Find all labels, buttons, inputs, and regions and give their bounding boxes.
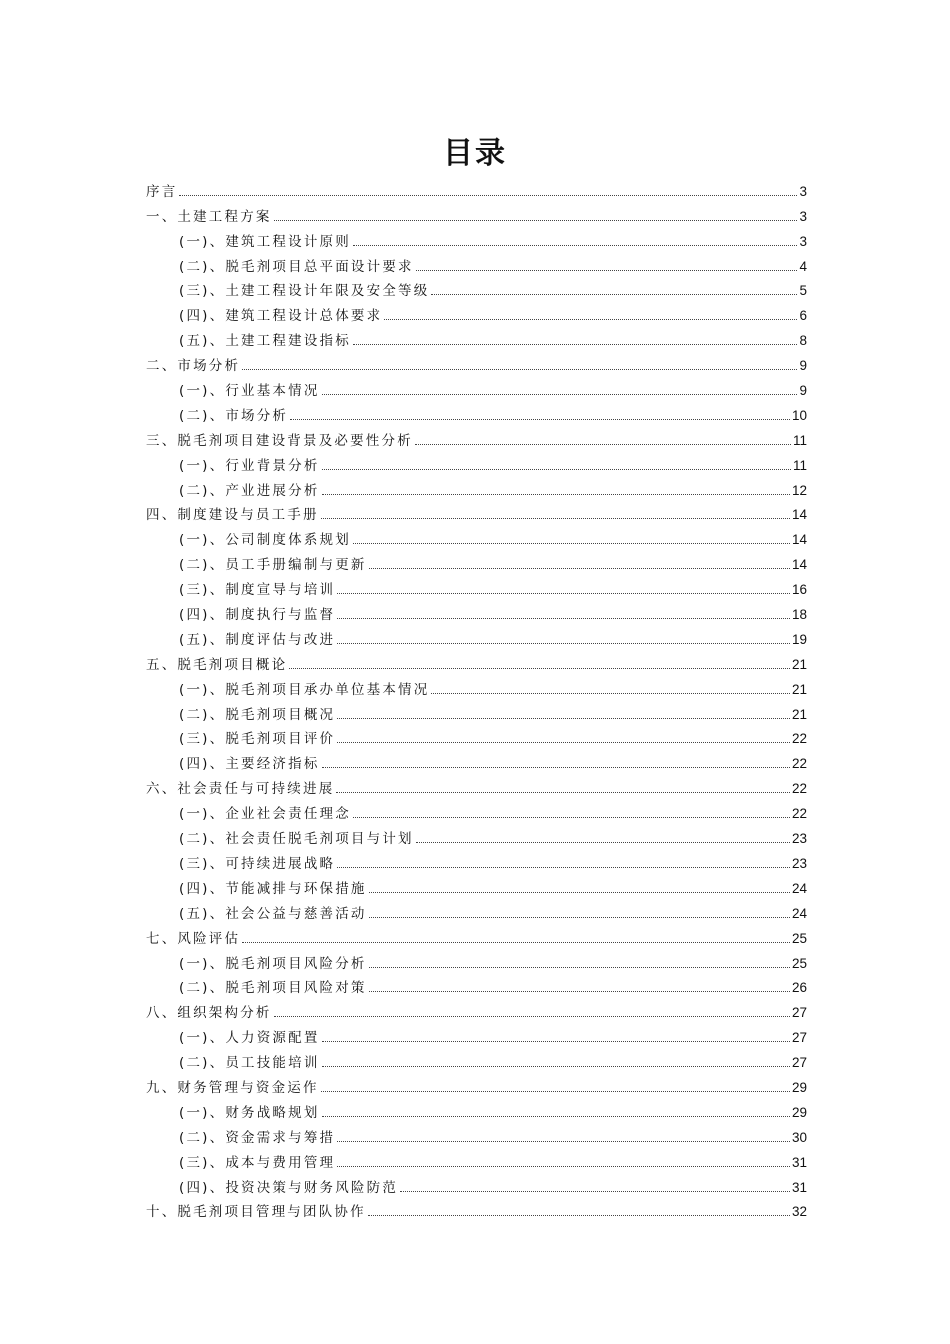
toc-entry-page-number: 16 <box>791 582 807 598</box>
dot-leader <box>274 220 798 221</box>
toc-entry-page-number: 22 <box>791 806 807 822</box>
toc-entry[interactable] <box>146 573 807 598</box>
toc-entry[interactable] <box>146 523 807 548</box>
toc-entry[interactable] <box>146 548 807 573</box>
toc-entry-label: (一)、人力资源配置 <box>179 1030 320 1047</box>
toc-entry[interactable] <box>146 972 807 997</box>
toc-entry-page-number: 11 <box>792 432 807 448</box>
toc-entry[interactable] <box>146 872 807 897</box>
toc-entry[interactable] <box>146 623 807 648</box>
dot-leader <box>400 1191 790 1192</box>
toc-entry-label: (五)、社会公益与慈善活动 <box>179 905 367 922</box>
toc-entry-label: (四)、建筑工程设计总体要求 <box>179 308 383 325</box>
toc-entry[interactable] <box>146 250 807 275</box>
toc-entry-page-number: 24 <box>791 905 807 921</box>
dot-leader <box>369 568 790 569</box>
toc-entry[interactable] <box>146 374 807 399</box>
toc-entry[interactable] <box>146 299 807 324</box>
toc-entry-page-number: 12 <box>791 482 807 498</box>
toc-entry[interactable] <box>146 1096 807 1121</box>
toc-entry-page-number: 22 <box>791 756 807 772</box>
dot-leader <box>337 593 790 594</box>
toc-entry-label: 序言 <box>146 183 178 200</box>
dot-leader <box>368 1215 790 1216</box>
toc-entry[interactable] <box>146 1196 807 1221</box>
dot-leader <box>431 294 797 295</box>
dot-leader <box>322 1041 790 1042</box>
toc-entry-page-number: 24 <box>791 880 807 896</box>
toc-entry[interactable] <box>146 996 807 1021</box>
toc-entry-label: (二)、市场分析 <box>179 407 289 424</box>
toc-entry[interactable] <box>146 1071 807 1096</box>
toc-entry-label: (一)、建筑工程设计原则 <box>179 233 351 250</box>
toc-entry-page-number: 23 <box>791 831 807 847</box>
toc-entry-label: (一)、行业基本情况 <box>179 383 320 400</box>
dot-leader <box>337 643 790 644</box>
toc-entry-page-number: 14 <box>791 532 807 548</box>
dot-leader <box>289 668 790 669</box>
toc-entry-page-number: 18 <box>791 607 807 623</box>
toc-entry[interactable] <box>146 847 807 872</box>
toc-entry[interactable] <box>146 1046 807 1071</box>
toc-entry-label: (一)、财务战略规划 <box>179 1104 320 1121</box>
toc-entry[interactable] <box>146 324 807 349</box>
toc-entry[interactable] <box>146 499 807 524</box>
toc-entry[interactable] <box>146 175 807 200</box>
toc-entry-label: (二)、产业进展分析 <box>179 482 320 499</box>
toc-entry-label: (一)、行业背景分析 <box>179 457 320 474</box>
toc-entry-page-number: 5 <box>799 283 807 299</box>
dot-leader <box>179 195 797 196</box>
dot-leader <box>290 419 790 420</box>
dot-leader <box>384 319 797 320</box>
dot-leader <box>353 344 798 345</box>
toc-entry-label: 七、风险评估 <box>146 930 241 947</box>
toc-entry[interactable] <box>146 1171 807 1196</box>
toc-entry-page-number: 9 <box>799 383 807 399</box>
toc-entry-page-number: 11 <box>792 457 807 473</box>
dot-leader <box>353 817 790 818</box>
toc-entry[interactable] <box>146 474 807 499</box>
toc-entry-page-number: 30 <box>791 1129 807 1145</box>
toc-entry[interactable] <box>146 1146 807 1171</box>
dot-leader <box>337 1141 790 1142</box>
toc-entry-label: (二)、员工技能培训 <box>179 1055 320 1072</box>
toc-entry-page-number: 8 <box>799 333 807 349</box>
toc-entry-label: (一)、脱毛剂项目风险分析 <box>179 955 367 972</box>
toc-entry-page-number: 27 <box>791 1030 807 1046</box>
toc-entry[interactable] <box>146 772 807 797</box>
toc-entry-label: (三)、可持续进展战略 <box>179 855 336 872</box>
toc-entry-label: (三)、制度宣导与培训 <box>179 582 336 599</box>
dot-leader <box>337 1166 790 1167</box>
dot-leader <box>321 518 790 519</box>
toc-entry-label: (一)、公司制度体系规划 <box>179 532 351 549</box>
toc-entry-page-number: 31 <box>791 1154 807 1170</box>
dot-leader <box>416 270 798 271</box>
toc-entry-label: 五、脱毛剂项目概论 <box>146 656 288 673</box>
toc-entry[interactable] <box>146 922 807 947</box>
toc-entry[interactable] <box>146 723 807 748</box>
toc-entry-label: (二)、员工手册编制与更新 <box>179 557 367 574</box>
toc-entry-page-number: 21 <box>791 706 807 722</box>
toc-entry[interactable] <box>146 424 807 449</box>
dot-leader <box>322 1066 790 1067</box>
toc-entry[interactable] <box>146 1021 807 1046</box>
toc-entry-label: 四、制度建设与员工手册 <box>146 507 319 524</box>
toc-entry-label: (三)、成本与费用管理 <box>179 1154 336 1171</box>
dot-leader <box>415 444 791 445</box>
dot-leader <box>337 718 790 719</box>
toc-entry[interactable] <box>146 275 807 300</box>
toc-entry[interactable] <box>146 349 807 374</box>
toc-entry-label: (五)、制度评估与改进 <box>179 631 336 648</box>
toc-entry-label: 九、财务管理与资金运作 <box>146 1079 319 1096</box>
toc-entry-page-number: 29 <box>791 1104 807 1120</box>
toc-entry-page-number: 3 <box>799 183 807 199</box>
toc-entry-label: (五)、土建工程建设指标 <box>179 333 351 350</box>
dot-leader <box>431 693 790 694</box>
dot-leader <box>322 394 798 395</box>
toc-entry-label: (四)、制度执行与监督 <box>179 607 336 624</box>
toc-entry-page-number: 25 <box>791 955 807 971</box>
dot-leader <box>242 942 790 943</box>
table-of-contents <box>146 175 807 1220</box>
dot-leader <box>322 494 790 495</box>
toc-entry[interactable] <box>146 897 807 922</box>
toc-entry-page-number: 25 <box>791 930 807 946</box>
dot-leader <box>274 1016 790 1017</box>
toc-entry[interactable] <box>146 673 807 698</box>
toc-entry[interactable] <box>146 399 807 424</box>
toc-entry-page-number: 10 <box>791 407 807 423</box>
toc-entry-label: (四)、投资决策与财务风险防范 <box>179 1179 399 1196</box>
toc-entry-label: (二)、社会责任脱毛剂项目与计划 <box>179 831 414 848</box>
toc-entry[interactable] <box>146 449 807 474</box>
toc-entry[interactable] <box>146 797 807 822</box>
toc-entry-label: 一、土建工程方案 <box>146 208 272 225</box>
toc-entry-page-number: 23 <box>791 855 807 871</box>
toc-entry-page-number: 22 <box>791 781 807 797</box>
dot-leader <box>353 543 790 544</box>
toc-entry-label: 三、脱毛剂项目建设背景及必要性分析 <box>146 432 413 449</box>
toc-entry-label: (二)、脱毛剂项目总平面设计要求 <box>179 258 414 275</box>
dot-leader <box>321 1091 790 1092</box>
toc-entry-label: (四)、节能减排与环保措施 <box>179 880 367 897</box>
toc-entry-label: (三)、土建工程设计年限及安全等级 <box>179 283 430 300</box>
toc-entry-page-number: 4 <box>799 258 807 274</box>
toc-entry-page-number: 14 <box>791 557 807 573</box>
toc-entry-page-number: 21 <box>791 656 807 672</box>
toc-entry-label: (一)、企业社会责任理念 <box>179 806 351 823</box>
dot-leader <box>369 892 790 893</box>
dot-leader <box>416 842 790 843</box>
toc-entry-label: (二)、脱毛剂项目风险对策 <box>179 980 367 997</box>
dot-leader <box>322 1116 790 1117</box>
toc-entry-page-number: 27 <box>791 1005 807 1021</box>
dot-leader <box>369 967 790 968</box>
toc-entry-label: 十、脱毛剂项目管理与团队协作 <box>146 1204 366 1221</box>
dot-leader <box>369 991 790 992</box>
toc-entry-page-number: 21 <box>791 681 807 697</box>
toc-entry-page-number: 6 <box>799 308 807 324</box>
dot-leader <box>336 792 790 793</box>
toc-entry-label: (四)、主要经济指标 <box>179 756 320 773</box>
toc-entry-page-number: 3 <box>799 233 807 249</box>
toc-entry[interactable] <box>146 698 807 723</box>
toc-entry[interactable] <box>146 598 807 623</box>
toc-entry-page-number: 22 <box>791 731 807 747</box>
toc-entry-label: 八、组织架构分析 <box>146 1005 272 1022</box>
dot-leader <box>337 618 790 619</box>
toc-entry-page-number: 32 <box>791 1204 807 1220</box>
dot-leader <box>369 917 790 918</box>
toc-entry-page-number: 31 <box>791 1179 807 1195</box>
dot-leader <box>242 369 797 370</box>
toc-title: 目录 <box>443 136 507 171</box>
toc-entry[interactable] <box>146 822 807 847</box>
toc-entry-label: (三)、脱毛剂项目评价 <box>179 731 336 748</box>
toc-entry-page-number: 29 <box>791 1079 807 1095</box>
toc-entry[interactable] <box>146 648 807 673</box>
toc-entry-page-number: 9 <box>799 358 807 374</box>
toc-entry-page-number: 3 <box>799 208 807 224</box>
toc-entry-label: 六、社会责任与可持续进展 <box>146 781 335 798</box>
toc-entry-label: (一)、脱毛剂项目承办单位基本情况 <box>179 681 430 698</box>
toc-entry-page-number: 14 <box>791 507 807 523</box>
toc-entry[interactable] <box>146 747 807 772</box>
dot-leader <box>353 245 798 246</box>
dot-leader <box>322 469 791 470</box>
dot-leader <box>337 742 790 743</box>
toc-entry-page-number: 26 <box>791 980 807 996</box>
toc-entry-label: 二、市场分析 <box>146 358 241 375</box>
toc-entry[interactable] <box>146 200 807 225</box>
toc-entry[interactable] <box>146 225 807 250</box>
dot-leader <box>322 767 790 768</box>
toc-entry-page-number: 27 <box>791 1055 807 1071</box>
toc-entry-label: (二)、脱毛剂项目概况 <box>179 706 336 723</box>
toc-entry[interactable] <box>146 947 807 972</box>
toc-entry[interactable] <box>146 1121 807 1146</box>
toc-entry-label: (二)、资金需求与筹措 <box>179 1129 336 1146</box>
toc-entry-page-number: 19 <box>791 631 807 647</box>
dot-leader <box>337 867 790 868</box>
